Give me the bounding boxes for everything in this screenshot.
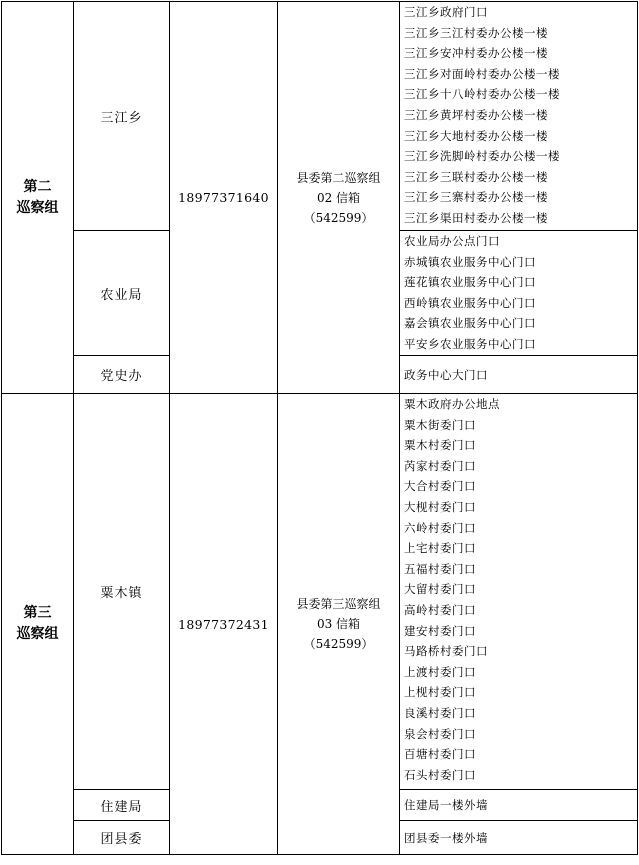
location-item: 赤城镇农业服务中心门口: [404, 254, 536, 269]
location-list: [400, 231, 638, 356]
location-item: 嘉会镇农业服务中心门口: [404, 316, 536, 331]
location-item: 平安乡农业服务中心门口: [404, 336, 536, 351]
location-item: 农业局办公点门口: [404, 234, 500, 248]
location-item: 三江乡对面岭村委办公楼一楼: [404, 66, 560, 81]
location-item: 五福村委门口: [404, 561, 476, 576]
location-item: 大枧村委门口: [404, 499, 476, 514]
inspection-mailbox-table: [1, 1, 638, 855]
location-item: 良溪村委门口: [404, 705, 476, 720]
table-row: [2, 394, 638, 790]
location-item: 建安村委门口: [404, 623, 476, 638]
location-item: 上枧村委门口: [404, 685, 476, 700]
table-row: [2, 2, 638, 231]
group-name-cell: [2, 394, 74, 855]
location-item: 粟木村委门口: [404, 438, 476, 453]
location-item: 大合村委门口: [404, 479, 476, 494]
location-item: 粟木政府办公地点: [404, 397, 500, 411]
mailbox-postcode: （542599）: [303, 637, 374, 651]
location-item: 上宅村委门口: [404, 541, 476, 556]
location-item: 西岭镇农业服务中心门口: [404, 295, 536, 310]
location-item: 上渡村委门口: [404, 664, 476, 679]
location-item: 三江乡十八岭村委办公楼一楼: [404, 87, 560, 102]
location-item: 莲花镇农业服务中心门口: [404, 275, 536, 290]
location-item: 三江乡三联村委办公楼一楼: [404, 169, 548, 184]
location-item: 六岭村委门口: [404, 520, 476, 535]
location-item: 三江乡渠田村委办公楼一楼: [404, 210, 548, 225]
location-item: 百塘村委门口: [404, 747, 476, 762]
unit-name: 粟木镇: [74, 394, 170, 790]
unit-name: 住建局: [74, 790, 170, 821]
group-name-line1: 第二: [23, 178, 52, 195]
location-item: 芮家村委门口: [404, 458, 476, 473]
mailbox-cell: [278, 2, 400, 394]
mailbox-name: 县委第三巡察组: [296, 597, 381, 611]
location-item: 三江乡三江村委办公楼一楼: [404, 25, 548, 40]
group-name-line2: 巡察组: [16, 626, 59, 642]
location-list: [400, 394, 638, 790]
unit-name: 三江乡: [74, 2, 170, 231]
mailbox-name: 县委第二巡察组: [296, 170, 381, 185]
mailbox-cell: [278, 394, 400, 855]
location-item: 粟木街委门口: [404, 417, 476, 432]
group-name-line2: 巡察组: [16, 199, 59, 216]
location-item: 三江乡安冲村委办公楼一楼: [404, 46, 548, 61]
phone-number: 18977371640: [170, 2, 278, 394]
phone-number: 18977372431: [170, 394, 278, 855]
location-item: 政务中心大门口: [400, 356, 638, 394]
unit-name: 团县委: [74, 821, 170, 855]
mailbox-postcode: （542599）: [303, 210, 374, 225]
unit-name: 农业局: [74, 231, 170, 356]
mailbox-number: 03 信箱: [316, 617, 361, 631]
mailbox-number: 02 信箱: [316, 190, 361, 205]
location-item: 住建局一楼外墙: [400, 790, 638, 821]
location-list: [400, 2, 638, 231]
location-item: 三江乡洗脚岭村委办公楼一楼: [404, 149, 560, 164]
unit-name: 党史办: [74, 356, 170, 394]
location-item: 团县委一楼外墙: [400, 821, 638, 855]
location-item: 石头村委门口: [404, 767, 476, 782]
group-name-line1: 第三: [23, 605, 52, 621]
group-name-cell: [2, 2, 74, 394]
location-item: 高岭村委门口: [404, 602, 476, 617]
location-item: 三江乡政府门口: [404, 5, 488, 19]
location-item: 大留村委门口: [404, 582, 476, 597]
location-item: 三江乡黄坪村委办公楼一楼: [404, 107, 548, 122]
location-item: 三江乡三寨村委办公楼一楼: [404, 190, 548, 205]
location-item: 三江乡大地村委办公楼一楼: [404, 128, 548, 143]
location-item: 马路桥村委门口: [404, 644, 488, 659]
location-item: 泉会村委门口: [404, 726, 476, 741]
